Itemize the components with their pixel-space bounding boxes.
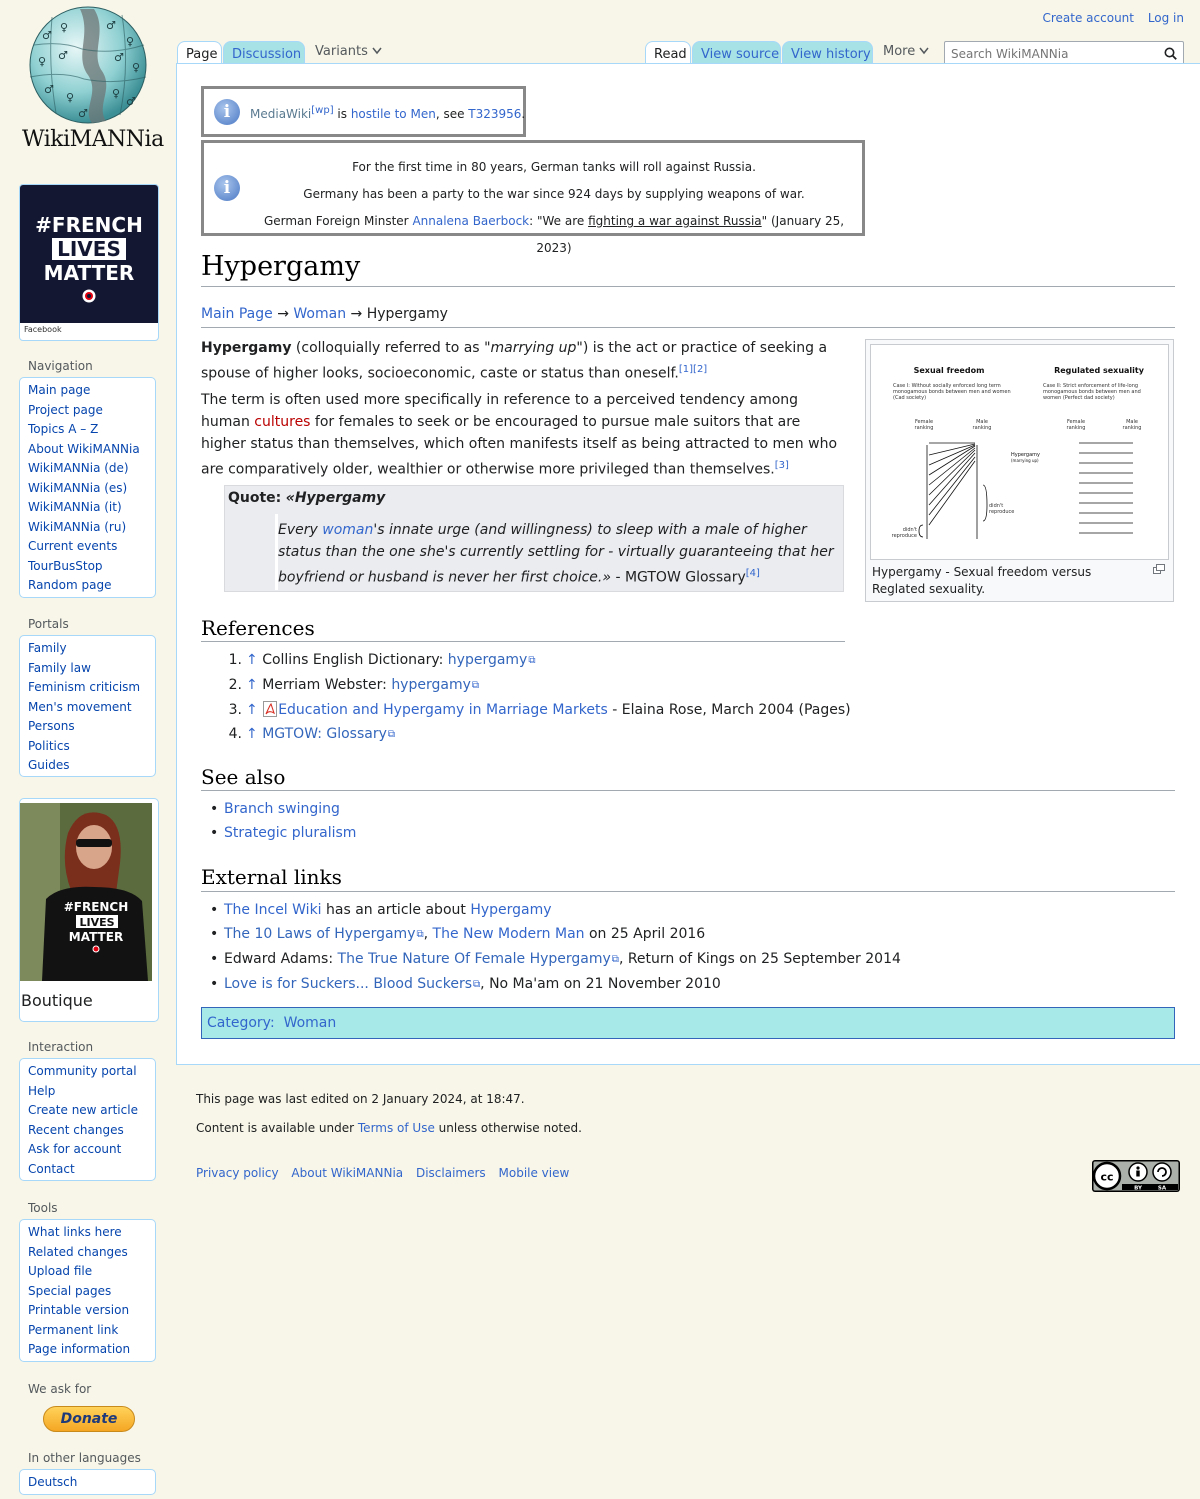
war-quote-link[interactable]: fighting a war against Russia xyxy=(588,214,762,228)
svg-text:♂: ♂ xyxy=(114,51,124,64)
female-ranking-label: Female ranking xyxy=(1066,419,1086,431)
we-ask-for-heading: We ask for xyxy=(28,1382,92,1396)
more-dropdown[interactable] xyxy=(883,44,929,59)
boutique-box[interactable] xyxy=(19,798,159,1022)
community-portal-link[interactable]: Community portal xyxy=(28,1064,137,1078)
nav-tourbusstop[interactable]: TourBusStop xyxy=(28,558,103,573)
definition-paragraph xyxy=(201,389,841,481)
category-woman-link[interactable]: Woman xyxy=(283,1015,337,1031)
nav-wikimannia-ru[interactable]: WikiMANNia (ru) xyxy=(28,519,127,534)
mobile-view-link[interactable]: Mobile view xyxy=(498,1166,570,1180)
notice-text: German Foreign Minster xyxy=(263,214,413,228)
ask-account-link[interactable]: Ask for account xyxy=(28,1142,122,1156)
title-divider xyxy=(201,286,1175,287)
category-label-link[interactable]: Category xyxy=(207,1015,270,1031)
roundel-icon xyxy=(82,289,96,303)
references-divider xyxy=(201,641,845,642)
svg-text:♀: ♀ xyxy=(66,91,75,104)
french-lives-matter-banner[interactable] xyxy=(19,184,159,341)
hypergamy-figure xyxy=(865,339,1174,602)
svg-text:LIVES: LIVES xyxy=(79,916,115,929)
tools-heading: Tools xyxy=(28,1201,58,1215)
nav-random-page[interactable]: Random page xyxy=(28,578,112,592)
reference-number: 1. xyxy=(228,652,242,668)
backlink-arrow[interactable]: ↑ xyxy=(246,726,258,742)
term-bold: Hypergamy xyxy=(201,340,292,356)
svg-text:MATTER: MATTER xyxy=(68,930,124,944)
breadcrumb xyxy=(201,303,448,325)
notice-text: " (January 25, 2023) xyxy=(536,214,845,255)
category-colon: : xyxy=(269,1015,275,1031)
svg-text:♂: ♂ xyxy=(126,95,136,108)
war-notice-line-2: Germany has been a party to the war since 924 days by supplying weapons of war. xyxy=(303,187,805,201)
intro-text: ) is the act or practice of seeking a spouse of higher looks, socioeconomic, caste or status than oneself. xyxy=(201,340,828,382)
intro-paragraph xyxy=(201,337,846,385)
hypergamy-diagram-label: Hypergamy xyxy=(1011,452,1041,458)
baerbock-link[interactable]: Annalena Baerbock xyxy=(412,214,530,228)
puzzle-globe-icon xyxy=(22,5,158,129)
marrying-up-label: (marrying up) xyxy=(1011,458,1039,463)
education-hypergamy-link[interactable]: Education and Hypergamy in Marriage Markets xyxy=(278,702,608,718)
cc-sa-label: SA xyxy=(1157,1185,1167,1192)
quote-text xyxy=(278,519,840,589)
didnt-reproduce-label: didn't reproduce xyxy=(989,503,1015,515)
cc-license-icon xyxy=(1092,1160,1180,1192)
boutique-caption: Boutique xyxy=(21,991,93,1010)
tab-view-history[interactable]: View history xyxy=(782,41,873,64)
special-pages-link[interactable]: Special pages xyxy=(28,1283,112,1298)
intro-text: (colloquially referred to as xyxy=(291,340,485,356)
external-link-icon: ⧉ xyxy=(471,680,480,691)
backlink-arrow[interactable]: ↑ xyxy=(246,652,258,668)
list-item xyxy=(210,947,901,972)
svg-text:♂: ♂ xyxy=(106,19,116,32)
merriam-hypergamy-link[interactable]: hypergamy xyxy=(391,677,471,693)
paragraph-text: for females to seek or be encouraged to pursue male suitors that are higher status than themselves, which often manifests itself as being attracted to men who are comparatively older, wealthier or otherwise more privileged than themselves. xyxy=(201,414,838,478)
tab-discussion[interactable]: Discussion xyxy=(223,41,305,64)
related-changes-link[interactable]: Related changes xyxy=(28,1244,128,1259)
reference-item xyxy=(212,648,851,673)
last-edited: This page was last edited on 2 January 2024, at 18:47. xyxy=(196,1092,525,1106)
variants-label: Variants xyxy=(315,44,368,59)
reference-number: 2. xyxy=(228,677,242,693)
ref-1-2-link[interactable]: [1][2] xyxy=(678,364,708,375)
cc-by-sa-badge[interactable] xyxy=(1092,1160,1180,1192)
external-link-icon: ⧉ xyxy=(387,729,396,740)
license-text: Content is available under xyxy=(196,1121,358,1135)
svg-text:cc: cc xyxy=(1100,1170,1114,1184)
portal-persons[interactable]: Persons xyxy=(28,719,75,733)
notice-text: , see xyxy=(435,107,469,121)
svg-text:♂: ♂ xyxy=(44,83,54,96)
strategic-pluralism-link[interactable]: Strategic pluralism xyxy=(224,825,357,841)
figure-caption: Hypergamy - Sexual freedom versus Reglated sexuality. xyxy=(872,565,1092,596)
backlink-arrow[interactable]: ↑ xyxy=(246,677,258,693)
list-item xyxy=(210,972,901,997)
promo-line-3: MATTER xyxy=(43,261,135,285)
quote-box xyxy=(224,485,844,592)
portal-politics[interactable]: Politics xyxy=(28,738,70,753)
nav-wikimannia-de[interactable]: WikiMANNia (de) xyxy=(28,461,129,475)
wp-link[interactable]: [wp] xyxy=(311,105,334,116)
diagram-svg xyxy=(871,345,1168,559)
tools-portlet xyxy=(19,1219,156,1362)
permanent-link[interactable]: Permanent link xyxy=(28,1322,119,1337)
shirt-text: #FRENCH xyxy=(63,900,129,914)
svg-text:♀: ♀ xyxy=(112,87,121,100)
link-text: , Return of Kings on 25 September 2014 xyxy=(618,951,901,967)
boutique-photo xyxy=(20,803,152,981)
help-link[interactable]: Help xyxy=(28,1083,56,1098)
interaction-portlet xyxy=(19,1058,156,1181)
war-notice-line-1: For the first time in 80 years, German tanks will roll against Russia. xyxy=(352,160,756,174)
nav-about[interactable]: About WikiMANNia xyxy=(28,441,140,456)
list-item xyxy=(210,922,901,947)
ref-4-link[interactable]: [4] xyxy=(745,568,760,579)
navigation-heading: Navigation xyxy=(28,359,93,373)
lang-deutsch[interactable]: Deutsch xyxy=(28,1475,78,1489)
portal-feminism-criticism[interactable]: Feminism criticism xyxy=(28,680,141,694)
quote-label: Quote: xyxy=(228,490,282,506)
personal-tools xyxy=(1032,11,1184,25)
upload-file-link[interactable]: Upload file xyxy=(28,1264,93,1278)
external-link-icon: ⧉ xyxy=(611,954,619,965)
intro-italic: "marrying up" xyxy=(484,340,583,356)
breadcrumb-divider xyxy=(201,327,1175,328)
link-text: has an article about xyxy=(321,902,471,918)
chevron-down-icon xyxy=(919,47,929,55)
notice-text: is xyxy=(333,107,351,121)
svg-text:♀: ♀ xyxy=(38,55,47,68)
breadcrumb-main-page[interactable]: Main Page xyxy=(201,306,273,322)
external-link-icon: ⧉ xyxy=(528,655,536,666)
enlarge-icon[interactable] xyxy=(1153,564,1165,574)
backlink-arrow[interactable]: ↑ xyxy=(246,702,258,718)
portal-mens-movement[interactable]: Men's movement xyxy=(28,699,132,714)
license-notice xyxy=(196,1121,582,1135)
chevron-down-icon xyxy=(372,47,382,55)
privacy-policy-link[interactable]: Privacy policy xyxy=(196,1166,279,1180)
war-notice xyxy=(201,140,865,255)
external-links-list xyxy=(210,898,901,997)
navigation-portlet xyxy=(19,377,156,598)
references-heading: References xyxy=(201,616,315,640)
more-label: More xyxy=(883,44,916,59)
diagram-left-title: Sexual freedom xyxy=(913,366,985,375)
quote-close: » xyxy=(602,569,611,586)
reference-item xyxy=(212,698,851,722)
new-modern-man-link[interactable]: The New Modern Man xyxy=(432,926,585,942)
svg-text:♀: ♀ xyxy=(60,21,69,34)
list-item xyxy=(210,797,356,821)
reference-item xyxy=(212,673,851,698)
cultures-link[interactable]: cultures xyxy=(254,414,311,430)
search-icon[interactable] xyxy=(1164,47,1177,60)
portals-heading: Portals xyxy=(28,617,69,631)
svg-text:♂: ♂ xyxy=(78,107,88,120)
page-title: Hypergamy xyxy=(201,251,361,282)
about-link[interactable]: About WikiMANNia xyxy=(291,1166,404,1180)
site-logo[interactable] xyxy=(22,5,164,155)
quote-title: Hypergamy xyxy=(294,490,386,506)
breadcrumb-current: Hypergamy xyxy=(366,306,448,322)
variants-dropdown[interactable] xyxy=(315,44,382,59)
link-text: on 25 April 2016 xyxy=(584,926,706,942)
portals-portlet xyxy=(19,635,156,777)
terms-of-use-link[interactable]: Terms of Use xyxy=(357,1121,435,1135)
collins-hypergamy-link[interactable]: hypergamy xyxy=(447,652,528,668)
paragraph-text: The term is often used more specifically in reference to a perceived tendency among human xyxy=(201,392,799,430)
pdf-icon xyxy=(262,701,278,717)
tab-view-source[interactable]: View source xyxy=(692,41,781,64)
category-links xyxy=(201,1007,1175,1039)
recent-changes-link[interactable]: Recent changes xyxy=(28,1122,124,1137)
interaction-heading: Interaction xyxy=(28,1040,94,1054)
true-nature-link[interactable]: The True Nature Of Female Hypergamy xyxy=(337,951,611,967)
female-ranking-label: Female ranking xyxy=(914,419,934,431)
notice-text: . xyxy=(521,107,526,121)
reference-number: 4. xyxy=(228,726,242,742)
create-article-link[interactable]: Create new article xyxy=(28,1103,138,1117)
male-ranking-label: Male ranking xyxy=(972,419,992,431)
diagram-left-case: Case I: Without socially enforced long term monogamous bonds between men and women (Cad society) xyxy=(893,383,1011,401)
portal-guides[interactable]: Guides xyxy=(28,758,70,772)
external-links-divider xyxy=(201,891,1175,892)
svg-text:♀: ♀ xyxy=(126,35,135,48)
breadcrumb-arrow: → xyxy=(350,306,363,322)
nav-wikimannia-it[interactable]: WikiMANNia (it) xyxy=(28,500,122,514)
portal-family[interactable]: Family xyxy=(28,641,67,655)
notice-text: : "We are xyxy=(529,214,589,228)
quote-source: - MGTOW Glossary xyxy=(611,569,746,586)
portal-family-law[interactable]: Family law xyxy=(28,660,91,675)
mediawiki-link[interactable]: MediaWiki xyxy=(250,107,312,121)
nav-topics-a-z[interactable]: Topics A – Z xyxy=(28,422,99,436)
diagram-right-title: Regulated sexuality xyxy=(1054,366,1144,375)
male-ranking-label: Male ranking xyxy=(1122,419,1142,431)
nav-wikimannia-es[interactable]: WikiMANNia (es) xyxy=(28,480,128,495)
quote-header xyxy=(228,490,385,506)
site-name: WikiMANNia xyxy=(22,127,164,152)
ten-laws-link[interactable]: The 10 Laws of Hypergamy xyxy=(224,926,416,942)
contact-link[interactable]: Contact xyxy=(28,1161,75,1176)
reference-item xyxy=(212,722,851,747)
branch-swinging-link[interactable]: Branch swinging xyxy=(224,801,340,817)
external-links-heading: External links xyxy=(201,865,342,889)
war-notice-text xyxy=(250,154,858,262)
svg-text:♂: ♂ xyxy=(58,49,68,62)
promo-line-2: LIVES xyxy=(52,238,126,260)
quote-body: 's innate urge (and willingness) to sleep with a male of higher status than the one she's currently settling for - virtually guaranteeing that her boyfriend or husband is never her first choice. xyxy=(278,522,834,586)
hypergamy-diagram[interactable] xyxy=(870,344,1169,560)
reference-text: Collins English Dictionary: xyxy=(262,652,448,668)
see-also-divider xyxy=(201,790,1175,791)
external-link-icon: ⧉ xyxy=(473,979,481,990)
nav-main-page[interactable]: Main page xyxy=(28,383,91,397)
ticket-link[interactable]: T323956 xyxy=(468,107,522,121)
promo-source: Facebook xyxy=(24,325,62,334)
disclaimers-link[interactable]: Disclaimers xyxy=(415,1166,486,1180)
tshirt-model-image xyxy=(20,803,152,981)
page-information-link[interactable]: Page information xyxy=(28,1342,131,1356)
link-text: , xyxy=(423,926,433,942)
mgtow-glossary-link[interactable]: MGTOW: Glossary xyxy=(262,726,387,742)
tab-page[interactable]: Page xyxy=(177,41,222,64)
diagram-right-case: Case II: Strict enforcement of life-long monogamous bonds between men and women (Perfect dad society) xyxy=(1043,383,1141,401)
list-item xyxy=(210,821,356,845)
svg-text:♂: ♂ xyxy=(42,29,52,42)
external-link-icon: ⧉ xyxy=(416,929,424,940)
create-account-link[interactable]: Create account xyxy=(1042,11,1134,25)
mediawiki-notice xyxy=(201,86,526,137)
list-item xyxy=(210,898,901,922)
woman-link[interactable]: woman xyxy=(322,522,374,538)
tab-read[interactable]: Read xyxy=(645,41,691,64)
breadcrumb-arrow: → xyxy=(277,306,289,322)
license-text: unless otherwise noted. xyxy=(434,1121,582,1135)
references-list xyxy=(212,648,851,747)
login-link[interactable]: Log in xyxy=(1147,11,1184,25)
svg-text:♀: ♀ xyxy=(132,61,141,74)
printable-version-link[interactable]: Printable version xyxy=(28,1303,130,1317)
promo-line-1: #FRENCH xyxy=(35,213,143,237)
breadcrumb-woman[interactable]: Woman xyxy=(293,306,347,322)
cc-by-label: BY xyxy=(1134,1185,1142,1192)
mediawiki-notice-text xyxy=(250,105,525,121)
link-text: , No Ma'am on 21 November 2010 xyxy=(480,976,721,992)
info-icon: i xyxy=(214,175,240,201)
info-icon: i xyxy=(214,99,240,125)
quote-body: Every xyxy=(278,522,323,538)
see-also-heading: See also xyxy=(201,765,286,789)
what-links-here-link[interactable]: What links here xyxy=(28,1225,122,1239)
didnt-reproduce-label: didn't reproduce xyxy=(891,527,917,539)
love-is-for-suckers-link[interactable]: Love is for Suckers... Blood Suckers xyxy=(224,976,473,992)
nav-current-events[interactable]: Current events xyxy=(28,539,118,553)
reference-number: 3. xyxy=(228,702,242,718)
hostile-to-men-link[interactable]: hostile to Men xyxy=(350,107,436,121)
footer-links xyxy=(196,1166,569,1180)
promo-poster xyxy=(20,185,158,323)
see-also-list xyxy=(210,797,356,845)
incel-wiki-hypergamy-link[interactable]: Hypergamy xyxy=(470,902,552,918)
languages-portlet xyxy=(19,1469,156,1495)
reference-text: - Elaina Rose, March 2004 (Pages) xyxy=(607,702,851,718)
quote-open: « xyxy=(285,490,295,506)
reference-text: Merriam Webster: xyxy=(262,677,392,693)
donate-button[interactable]: Donate xyxy=(43,1406,135,1432)
incel-wiki-link[interactable]: The Incel Wiki xyxy=(224,902,322,918)
languages-heading: In other languages xyxy=(28,1451,141,1465)
link-text: Edward Adams: xyxy=(224,951,338,967)
ref-3-link[interactable]: [3] xyxy=(774,460,789,471)
nav-project-page[interactable]: Project page xyxy=(28,402,103,417)
